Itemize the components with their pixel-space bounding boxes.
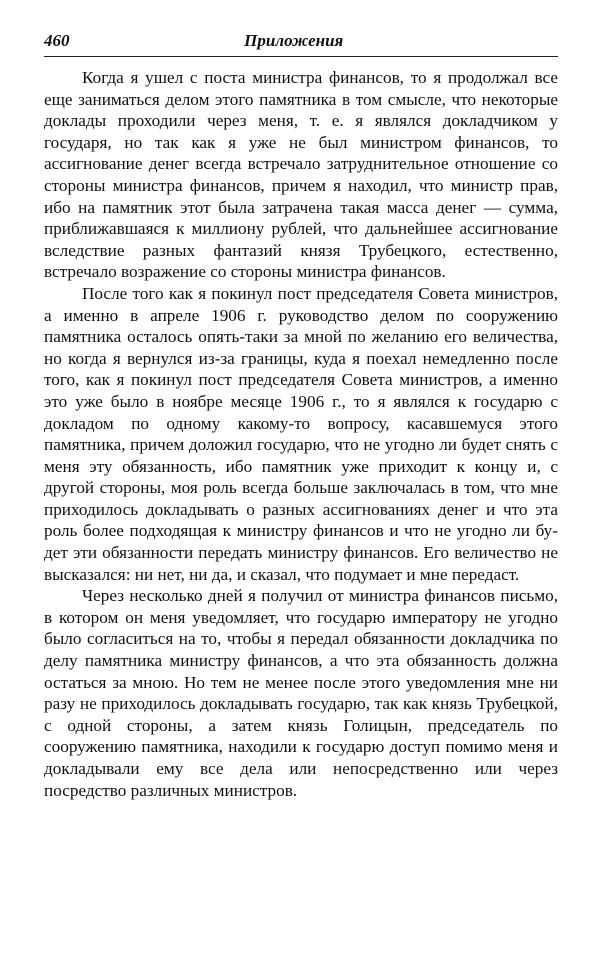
page-number: 460 <box>44 31 70 50</box>
book-page <box>44 30 558 801</box>
paragraph-3: Через несколько дней я получил от министра финансов письмо, в котором он меня уведомляет, что государю императору не угодно было согласиться на то, чтобы я передал обязанности докладчика по делу памятника министру финансов, а что эта обязанность должна остаться за мною. Но тем не менее после этого уведомления мне ни разу не приходилось докладывать государю, так как князь Трубецкой, с одной стороны, а затем князь Голицын, председатель по сооружению памятника, находили к государю доступ помимо меня и докладывали ему все дела или непосредственно или через посредство различных министров. <box>44 586 558 800</box>
paragraph-2: После того как я покинул пост председателя Совета министров, а именно в апреле 1906 г. руководство делом по сооружению памятника осталось опять-таки за мной по желанию его величества, но когда я вернулся из-за границы, куда я поехал немедленно после того, как я покинул пост председателя Совета министров, а именно это уже было в ноябре месяце 1906 г., то я являлся к государю с докладом по одному какому-то вопросу, касавшемуся этого памятника, причем доложил государю, что не угодно ли будет снять с меня эту обязанность, ибо памятник уже приходит к концу и, с другой стороны, моя роль всегда больше заключалась в том, что мне приходилось докладывать о разных ассигнованиях денег и что эта роль более подходящая к министру финансов и что не угодно ли будет эти обязанности передать министру финансов. Его величество не высказался: ни нет, ни да, и сказал, что подумает и мне передаст. <box>44 283 558 584</box>
body-text <box>44 67 558 801</box>
running-header <box>44 30 558 57</box>
paragraph-1: Когда я ушел с поста министра финансов, то я продолжал все еще заниматься делом этого памятника в том смысле, что некоторые доклады проходили через меня, т. е. я являлся докладчиком у государя, но так как я уже не был министром финансов, то ассигнование денег всегда встречало затруднительное отношение со стороны министра финансов, причем я находил, что министр прав, ибо на памятник этот была затрачена такая масса денег — сумма, приближавшаяся к миллиону рублей, что дальнейшее ассигнование вследствие разных фантазий князя Трубецкого, естественно, встречало возражение со стороны министра финансов. <box>44 68 558 282</box>
section-title: Приложения <box>244 31 344 50</box>
